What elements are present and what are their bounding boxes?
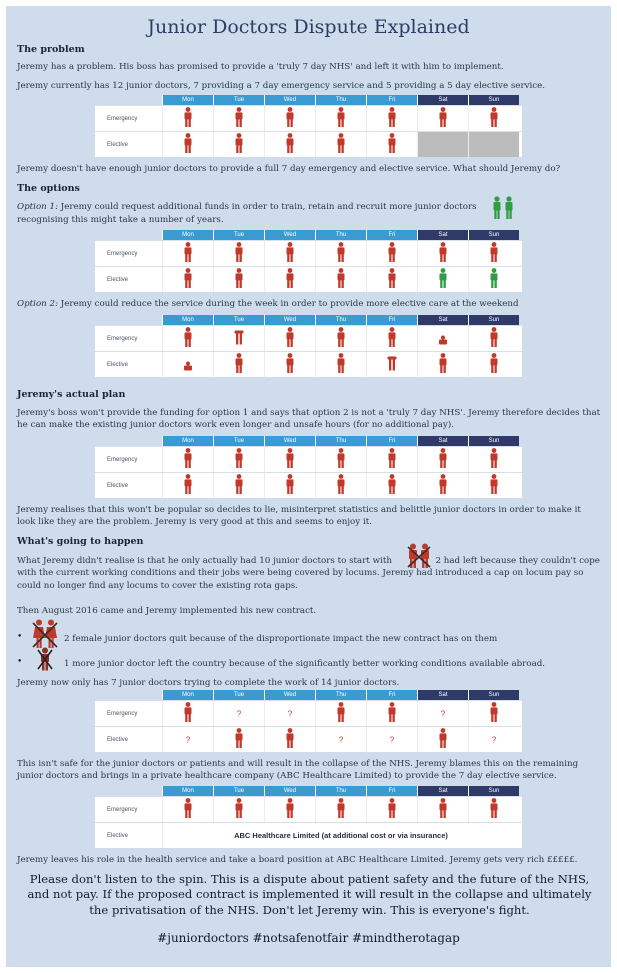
- rota-day-sat: Sat: [417, 436, 468, 446]
- rota-cell: [213, 447, 264, 472]
- doctor-icon: [387, 448, 397, 472]
- rota-cell: [315, 473, 366, 498]
- rota-day-tue: Tue: [213, 436, 264, 446]
- doctor-icon: [438, 107, 448, 131]
- rota-cell: [213, 106, 264, 131]
- rota-cell: [162, 701, 213, 726]
- rota-day-tue: Tue: [213, 690, 264, 700]
- rota-cell: [417, 326, 468, 351]
- rota-cell: [264, 352, 315, 377]
- option2-label: Option 2:: [17, 299, 58, 309]
- option1-text: Jeremy could request additional funds in order to train, retain and recruit more junior doctors: [58, 202, 477, 212]
- rota-cell: [417, 106, 468, 131]
- doctor-icon: [336, 268, 346, 292]
- new-doctor-icon: [438, 268, 448, 292]
- rota-row-label: Emergency: [107, 116, 138, 122]
- rota-cell: [264, 106, 315, 131]
- rota-day-sat: Sat: [417, 690, 468, 700]
- rota-cell: [213, 352, 264, 377]
- rota-cell: [315, 727, 366, 752]
- rota-day-sun: Sun: [468, 786, 519, 796]
- rota-cell: [366, 106, 417, 131]
- rota-day-wed: Wed: [264, 230, 315, 240]
- unfilled-shift-marker: ?: [338, 735, 344, 744]
- rota-cell: [468, 241, 519, 266]
- rota-cell: [264, 447, 315, 472]
- unfilled-shift-marker: ?: [185, 735, 191, 744]
- rota-cell: [315, 352, 366, 377]
- happen-paragraph-2: Then August 2016 came and Jeremy implemented his new contract.: [17, 606, 317, 616]
- rota-cell: [213, 241, 264, 266]
- unfilled-shift-marker: ?: [491, 735, 497, 744]
- rota-cell: [468, 132, 519, 157]
- rota-row-elective: [95, 131, 522, 157]
- rota-cell: [417, 267, 468, 292]
- rota-cell: [315, 106, 366, 131]
- doctor-icon: [234, 329, 244, 348]
- doctor-icon: [285, 798, 295, 822]
- rota-row-emergency: [95, 796, 522, 822]
- rota-cell: [366, 352, 417, 377]
- rota-cell: [213, 701, 264, 726]
- rota-day-sun: Sun: [468, 690, 519, 700]
- rota-day-sat: Sat: [417, 315, 468, 325]
- rota-header-corner: [95, 690, 162, 700]
- doctor-icon: [183, 242, 193, 266]
- plan-heading: Jeremy's actual plan: [17, 389, 126, 400]
- bullet-dot-2: •: [17, 657, 23, 667]
- rota-cell: [417, 473, 468, 498]
- doctor-icon: [387, 268, 397, 292]
- rota-table-current: [95, 95, 522, 157]
- rota-cell: [366, 701, 417, 726]
- doctor-icon: [183, 107, 193, 131]
- new-doctor-icon: [489, 268, 499, 292]
- rota-header: [95, 690, 522, 700]
- unfilled-shift-marker: ?: [440, 709, 446, 718]
- rota-cell: [162, 267, 213, 292]
- rota-cell: [417, 241, 468, 266]
- rota-day-tue: Tue: [213, 95, 264, 105]
- doctor-icon: [489, 242, 499, 266]
- rota-row-elective: [95, 266, 522, 292]
- rota-row-emergency: [95, 325, 522, 351]
- rota-cell: [162, 132, 213, 157]
- rota-cell: [264, 797, 315, 822]
- doctor-icon: [438, 353, 448, 377]
- problem-heading: The problem: [17, 44, 85, 55]
- rota-cell: [162, 326, 213, 351]
- doctor-icon: [234, 242, 244, 266]
- doctor-icon: [336, 327, 346, 351]
- rota-cell: [213, 326, 264, 351]
- option1-paragraph-2: recognising this might take a number of years.: [17, 215, 224, 225]
- rota-cell: [468, 447, 519, 472]
- rota-day-tue: Tue: [213, 315, 264, 325]
- rota-cell: [417, 701, 468, 726]
- doctor-abroad-crossed-icon: [36, 647, 54, 675]
- doctor-icon: [438, 798, 448, 822]
- doctor-icon: [336, 474, 346, 498]
- rota-row-elective: [95, 351, 522, 377]
- rota-cell: [468, 473, 519, 498]
- rota-row-emergency: [95, 446, 522, 472]
- rota-header: [95, 315, 522, 325]
- doctor-icon: [183, 268, 193, 292]
- rota-header-corner: [95, 95, 162, 105]
- rota-cell: [264, 326, 315, 351]
- problem-paragraph-2: Jeremy currently has 12 junior doctors, 7 providing a 7 day emergency service and 5 providing a 5 day elective service.: [17, 81, 546, 91]
- doctor-icon: [438, 448, 448, 472]
- doctor-icon: [336, 242, 346, 266]
- rota-cell: [366, 473, 417, 498]
- rota-cell: [315, 267, 366, 292]
- doctor-icon: [183, 133, 193, 157]
- infographic-page: [6, 6, 611, 967]
- options-heading: The options: [17, 183, 80, 194]
- rota-cell: [417, 352, 468, 377]
- doctor-icon: [183, 474, 193, 498]
- rota-row-label: Elective: [107, 277, 129, 283]
- rota-day-mon: Mon: [162, 690, 213, 700]
- option2-text: Jeremy could reduce the service during the week in order to provide more elective care at the weekend: [58, 299, 519, 309]
- rota-day-sat: Sat: [417, 786, 468, 796]
- doctor-icon: [183, 327, 193, 351]
- rota-day-mon: Mon: [162, 95, 213, 105]
- rota-header: [95, 230, 522, 240]
- doctor-icon: [285, 474, 295, 498]
- rota-row-label: Elective: [107, 737, 129, 743]
- rota-cell: [366, 797, 417, 822]
- rota-row-label: Emergency: [107, 807, 138, 813]
- rota-cell: [162, 447, 213, 472]
- rota-day-sun: Sun: [468, 95, 519, 105]
- rota-cell: [264, 473, 315, 498]
- happen-paragraph-4: This isn't safe for the junior doctors or patients and will result in the collapse of the NHS. Jeremy blames this on the remaining junior doctors and brings in a private healthcare company (ABC Healthcare Limited) to provide the 7 day elective service.: [17, 759, 579, 782]
- doctor-icon: [438, 728, 448, 752]
- doctor-icon: [387, 798, 397, 822]
- rota-day-mon: Mon: [162, 436, 213, 446]
- rota-day-thu: Thu: [315, 436, 366, 446]
- rota-cell: [213, 132, 264, 157]
- unfilled-shift-marker: ?: [287, 709, 293, 718]
- doctor-icon: [234, 474, 244, 498]
- rota-day-wed: Wed: [264, 436, 315, 446]
- rota-cell: [213, 797, 264, 822]
- rota-row-emergency: [95, 700, 522, 726]
- doctor-icon: [234, 268, 244, 292]
- rota-cell: [213, 267, 264, 292]
- rota-cell: [315, 701, 366, 726]
- rota-day-thu: Thu: [315, 786, 366, 796]
- rota-cell: [366, 241, 417, 266]
- rota-cell: [162, 241, 213, 266]
- rota-table-plan: [95, 436, 522, 498]
- doctor-icon: [387, 107, 397, 131]
- doctor-icon: [336, 133, 346, 157]
- doctor-icon: [234, 728, 244, 752]
- rota-row-label: Emergency: [107, 336, 138, 342]
- doctor-icon: [387, 133, 397, 157]
- rota-row-label: Emergency: [107, 251, 138, 257]
- rota-header-corner: [95, 786, 162, 796]
- rota-table-option2: [95, 315, 522, 377]
- happen-paragraph-1b: 2 had left because they couldn't cope with the current working conditions and their jobs were being covered by locums. Jeremy had introduced a cap on locum pay so could no longer find any locums to cover the existing rota gaps.: [17, 556, 600, 591]
- rota-cell: [315, 241, 366, 266]
- unfilled-shift-marker: ?: [389, 735, 395, 744]
- rota-day-mon: Mon: [162, 315, 213, 325]
- closing-statement: Please don't listen to the spin. This is a dispute about patient safety and the future of the NHS, and not pay. If the proposed contract is implemented it will result in the collapse and ultimately the privatisation of the NHS. Don't let Jeremy win. This is everyone's fight.: [27, 872, 592, 917]
- doctor-icon: [387, 702, 397, 726]
- doctor-icon: [336, 353, 346, 377]
- rota-cell: [162, 727, 213, 752]
- rota-row-emergency: [95, 105, 522, 131]
- doctor-icon: [234, 798, 244, 822]
- problem-paragraph-3: Jeremy doesn't have enough junior doctors to provide a full 7 day emergency and elective service. What should Jeremy do?: [17, 164, 561, 174]
- page-title: Junior Doctors Dispute Explained: [147, 16, 470, 38]
- rota-day-fri: Fri: [366, 690, 417, 700]
- rota-day-wed: Wed: [264, 315, 315, 325]
- bullet-dot-1: •: [17, 632, 23, 642]
- doctor-icon: [489, 474, 499, 498]
- hashtags: #juniordoctors #notsafenotfair #mindtherotagap: [157, 931, 460, 945]
- rota-cell: [468, 267, 519, 292]
- rota-day-wed: Wed: [264, 95, 315, 105]
- rota-header-corner: [95, 436, 162, 446]
- doctor-icon: [489, 107, 499, 131]
- doctor-icon: [234, 133, 244, 157]
- doctor-icon: [438, 242, 448, 266]
- rota-cell: [468, 727, 519, 752]
- rota-cell: [264, 267, 315, 292]
- locum-doctors-crossed-icon: [406, 543, 432, 573]
- doctor-icon: [183, 355, 193, 374]
- rota-day-sun: Sun: [468, 436, 519, 446]
- doctor-icon: [336, 798, 346, 822]
- doctor-icon: [489, 702, 499, 726]
- doctor-icon: [489, 448, 499, 472]
- rota-day-fri: Fri: [366, 436, 417, 446]
- rota-cell: [315, 447, 366, 472]
- happen-paragraph-3: Jeremy now only has 7 junior doctors trying to complete the work of 14 junior doctors.: [17, 678, 400, 688]
- rota-cell: [468, 106, 519, 131]
- rota-cell: [468, 352, 519, 377]
- doctor-icon: [183, 702, 193, 726]
- rota-cell: [315, 326, 366, 351]
- rota-day-mon: Mon: [162, 786, 213, 796]
- doctor-icon: [489, 353, 499, 377]
- rota-row-label: Elective: [107, 362, 129, 368]
- doctor-icon: [234, 353, 244, 377]
- rota-header-corner: [95, 315, 162, 325]
- rota-cell: [366, 132, 417, 157]
- rota-row-label: Emergency: [107, 457, 138, 463]
- doctor-icon: [285, 353, 295, 377]
- rota-row-elective: [95, 822, 522, 848]
- rota-day-fri: Fri: [366, 95, 417, 105]
- rota-cell: [417, 727, 468, 752]
- doctor-icon: [183, 448, 193, 472]
- rota-cell: [213, 727, 264, 752]
- doctor-icon: [438, 474, 448, 498]
- rota-day-thu: Thu: [315, 315, 366, 325]
- doctor-icon: [234, 448, 244, 472]
- doctor-icon: [489, 327, 499, 351]
- rota-cell: [366, 326, 417, 351]
- doctor-icon: [285, 327, 295, 351]
- doctor-icon: [285, 133, 295, 157]
- plan-paragraph-1: Jeremy's boss won't provide the funding for option 1 and says that option 2 is not a 'truly 7 day NHS'. Jeremy therefore decides that he can make the existing junior doctors work even longer and unsafe hours (for no additional pay).: [17, 408, 601, 431]
- option1-label: Option 1:: [17, 202, 58, 212]
- rota-cell: [366, 267, 417, 292]
- rota-cell: [162, 797, 213, 822]
- rota-day-thu: Thu: [315, 690, 366, 700]
- rota-day-mon: Mon: [162, 230, 213, 240]
- doctor-icon: [285, 268, 295, 292]
- doctor-icon: [387, 242, 397, 266]
- abc-healthcare-label: ABC Healthcare Limited (at additional cost or via insurance): [234, 831, 448, 840]
- plan-paragraph-2: Jeremy realises that this won't be popular so decides to lie, misinterpret statistics and belittle junior doctors in order to make it look like they are the problem. Jeremy is very good at this and seems to enjoy it.: [17, 505, 581, 528]
- rota-day-sat: Sat: [417, 230, 468, 240]
- rota-row-emergency: [95, 240, 522, 266]
- rota-table-new-contract: [95, 690, 522, 752]
- bullet-1-text: 2 female junior doctors quit because of the disproportionate impact the new contract has on them: [64, 634, 498, 644]
- doctor-icon: [336, 448, 346, 472]
- rota-cell-abc: [162, 823, 519, 848]
- rota-cell: [366, 447, 417, 472]
- rota-table-private: [95, 786, 522, 848]
- rota-header-corner: [95, 230, 162, 240]
- rota-row-label: Elective: [107, 833, 129, 839]
- doctor-icon: [336, 702, 346, 726]
- rota-cell: [162, 352, 213, 377]
- rota-cell: [417, 132, 468, 157]
- doctor-icon: [438, 329, 448, 348]
- rota-cell: [468, 701, 519, 726]
- happen-paragraph-1a: What Jeremy didn't realise is that he only actually had 10 junior doctors to start with: [17, 556, 392, 566]
- rota-cell: [417, 797, 468, 822]
- doctor-icon: [387, 474, 397, 498]
- doctor-icon: [285, 107, 295, 131]
- rota-row-elective: [95, 472, 522, 498]
- rota-header: [95, 95, 522, 105]
- problem-paragraph-1: Jeremy has a problem. His boss has promised to provide a 'truly 7 day NHS' and left it with him to implement.: [17, 62, 504, 72]
- happen-heading: What's going to happen: [17, 536, 144, 547]
- rota-day-thu: Thu: [315, 95, 366, 105]
- rota-cell: [264, 727, 315, 752]
- rota-row-label: Elective: [107, 142, 129, 148]
- rota-header: [95, 786, 522, 796]
- rota-day-tue: Tue: [213, 230, 264, 240]
- happen-paragraph-5: Jeremy leaves his role in the health service and take a board position at ABC Healthcare Limited. Jeremy gets very rich £££££.: [17, 855, 578, 865]
- doctor-icon: [387, 355, 397, 374]
- rota-day-wed: Wed: [264, 786, 315, 796]
- unfilled-shift-marker: ?: [236, 709, 242, 718]
- doctor-icon: [285, 242, 295, 266]
- rota-day-fri: Fri: [366, 786, 417, 796]
- rota-cell: [468, 326, 519, 351]
- rota-header: [95, 436, 522, 446]
- rota-cell: [213, 473, 264, 498]
- rota-day-sun: Sun: [468, 230, 519, 240]
- doctor-icon: [285, 448, 295, 472]
- rota-row-elective: [95, 726, 522, 752]
- rota-cell: [162, 473, 213, 498]
- doctor-icon: [336, 107, 346, 131]
- rota-cell: [366, 727, 417, 752]
- doctor-icon: [183, 798, 193, 822]
- happen-paragraph-1: [17, 555, 602, 592]
- doctor-icon: [387, 327, 397, 351]
- rota-row-label: Emergency: [107, 711, 138, 717]
- rota-cell: [315, 797, 366, 822]
- rota-day-thu: Thu: [315, 230, 366, 240]
- option2-paragraph: [17, 298, 602, 310]
- rota-cell: [264, 132, 315, 157]
- rota-row-label: Elective: [107, 483, 129, 489]
- rota-cell: [264, 241, 315, 266]
- rota-table-option1: [95, 230, 522, 292]
- rota-day-fri: Fri: [366, 315, 417, 325]
- doctor-icon: [285, 728, 295, 752]
- rota-cell: [162, 106, 213, 131]
- rota-cell: [468, 797, 519, 822]
- rota-day-sun: Sun: [468, 315, 519, 325]
- rota-cell: [315, 132, 366, 157]
- doctor-icon: [234, 107, 244, 131]
- rota-cell: [417, 447, 468, 472]
- bullet-2-text: 1 more junior doctor left the country because of the significantly better working conditions available abroad.: [64, 659, 546, 669]
- rota-day-wed: Wed: [264, 690, 315, 700]
- rota-day-tue: Tue: [213, 786, 264, 796]
- rota-day-sat: Sat: [417, 95, 468, 105]
- rota-day-fri: Fri: [366, 230, 417, 240]
- doctor-icon: [489, 798, 499, 822]
- rota-cell: [264, 701, 315, 726]
